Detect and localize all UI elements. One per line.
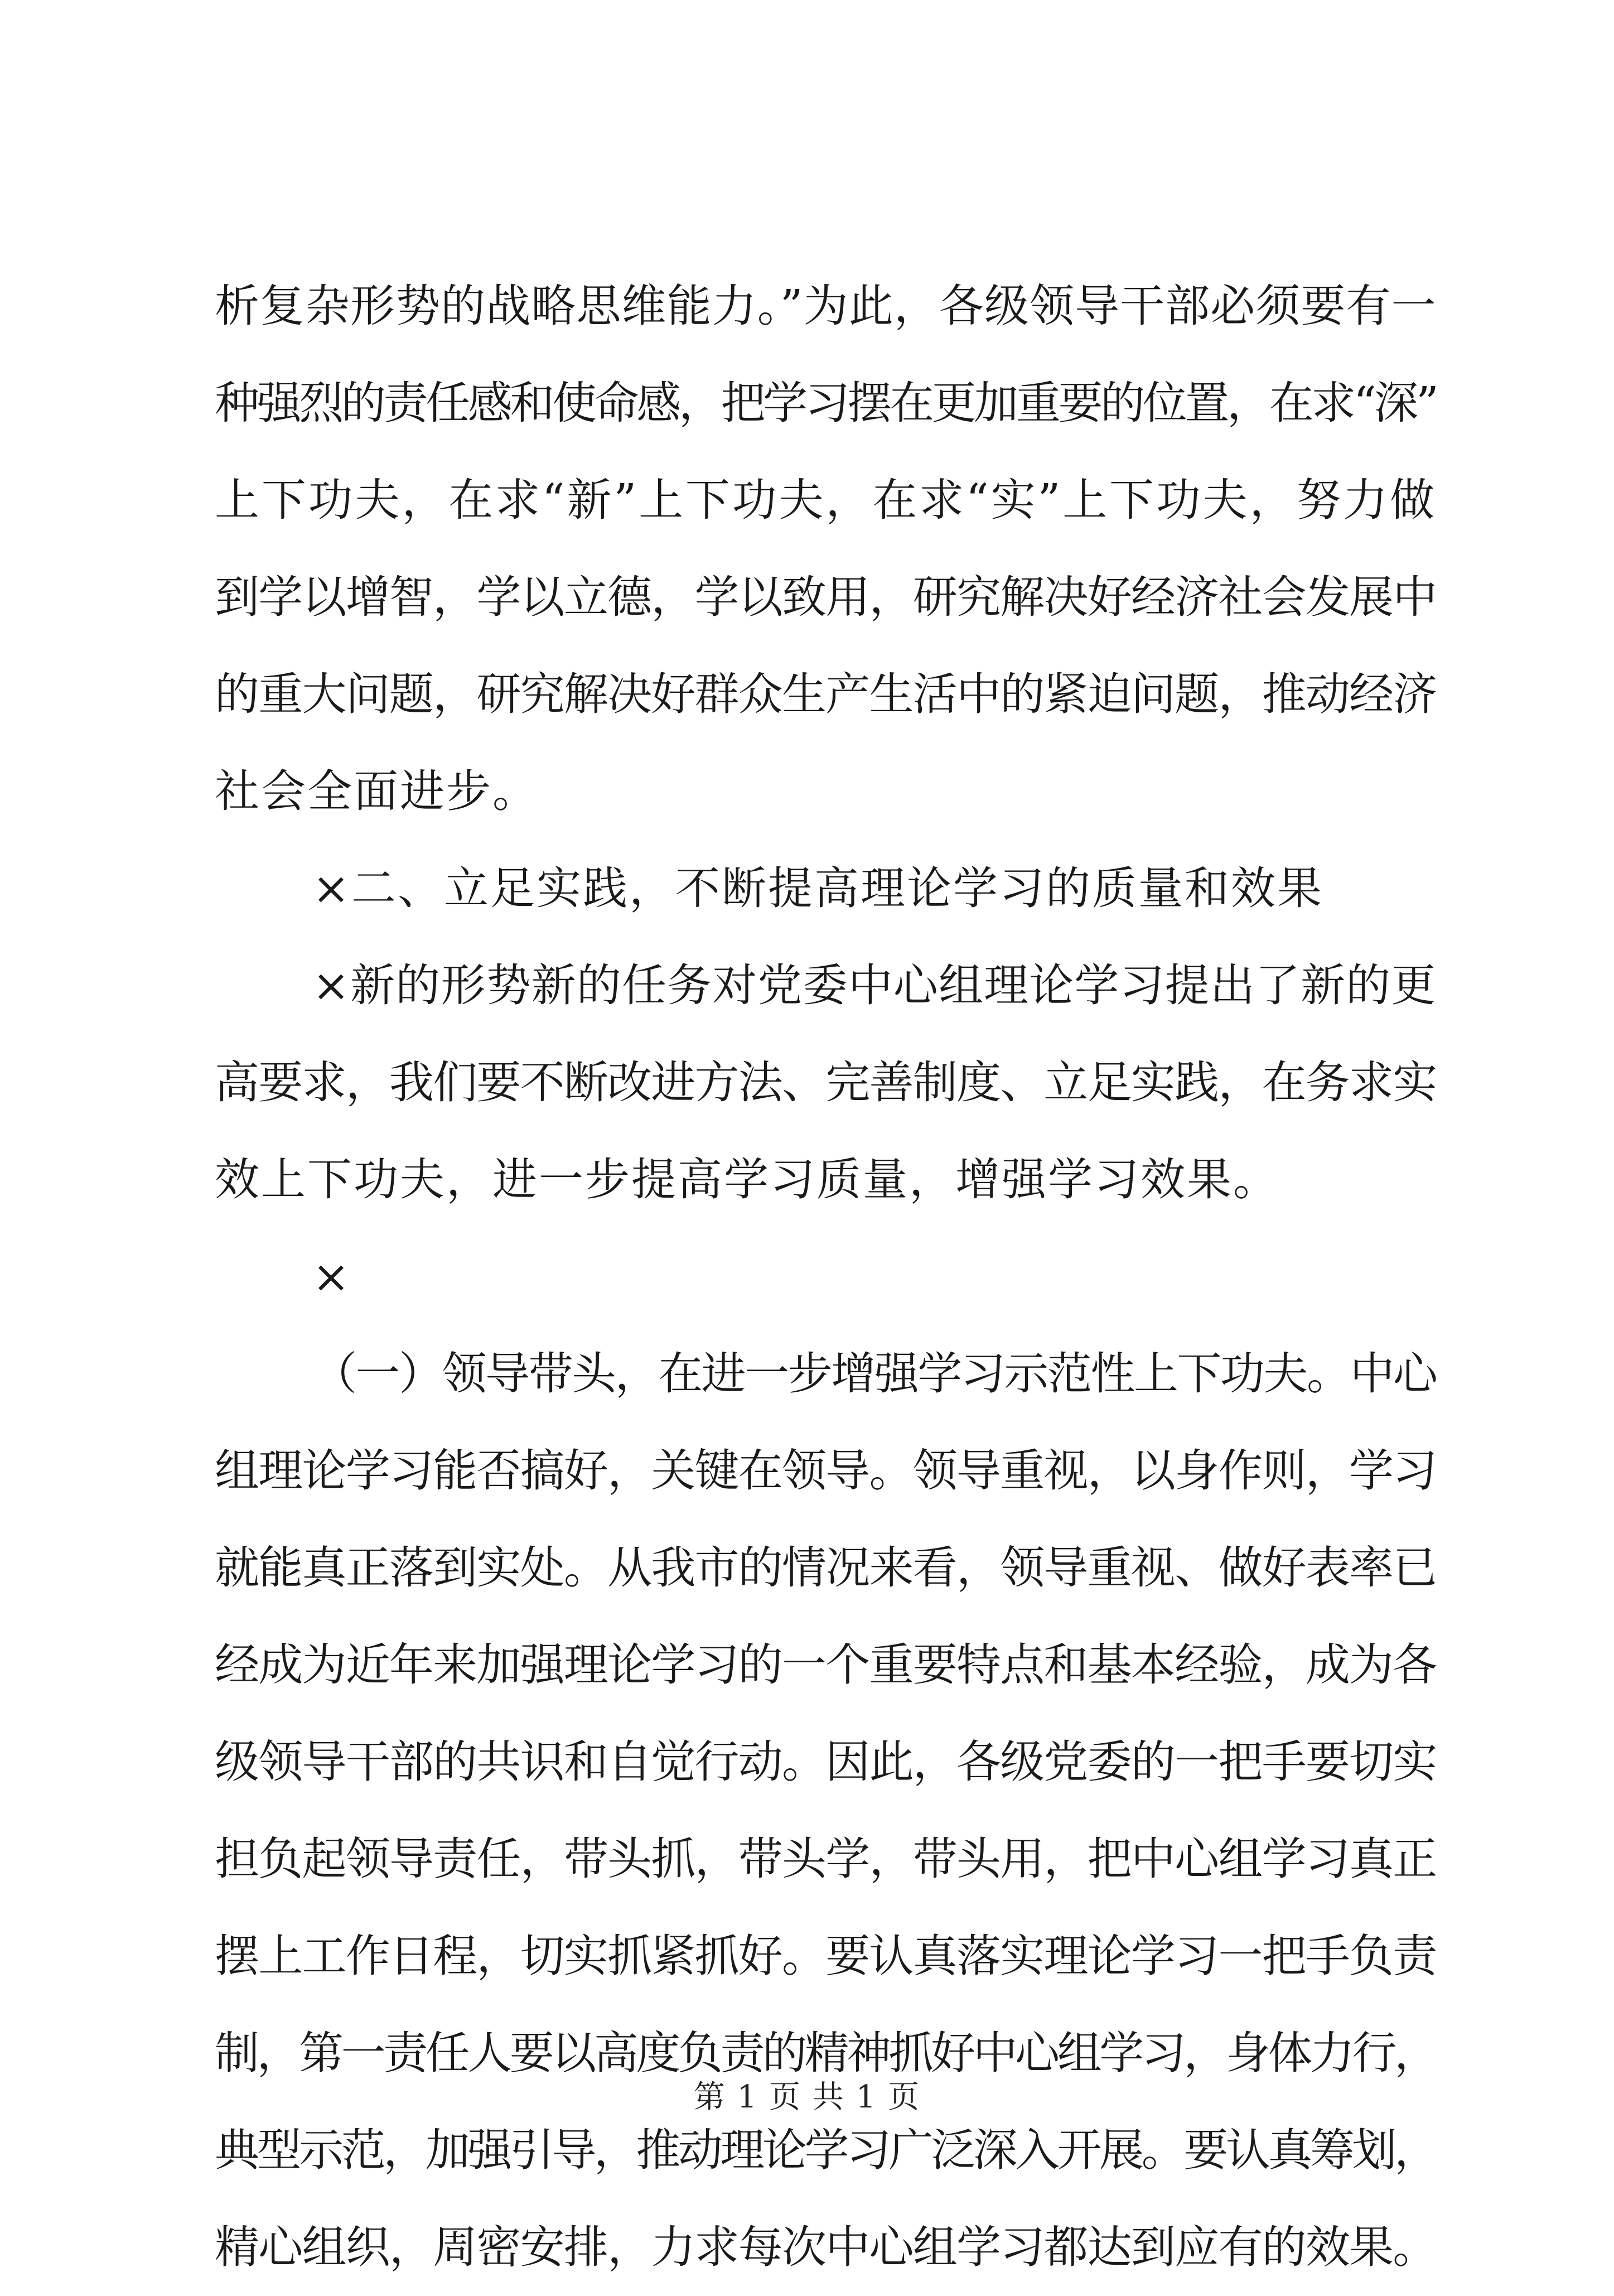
text-line: ×新的形势新的任务对党委中心组理论学习提出了新的更 bbox=[312, 959, 1436, 1011]
page-number-label: 第 1 页 共 1 页 bbox=[693, 2079, 921, 2115]
page-footer bbox=[0, 2075, 1614, 2120]
document-body bbox=[215, 258, 1436, 2296]
text-line: 效上下功夫，进一步提高学习质量，增强学习效果。 bbox=[215, 1154, 1279, 1205]
text-line: 精心组织，周密安排，力求每次中心组学习都达到应有的效果。 bbox=[215, 2221, 1436, 2273]
text-line: 就能真正落到实处。从我市的情况来看，领导重视、做好表率已 bbox=[215, 1542, 1436, 1594]
section-heading: ×二、立足实践，不断提高理论学习的质量和效果 bbox=[312, 862, 1324, 914]
text-line: 担负起领导责任，带头抓，带头学，带头用，把中心组学习真正 bbox=[215, 1833, 1436, 1885]
text-line: 种强烈的责任感和使命感，把学习摆在更加重要的位置，在求“深” bbox=[215, 377, 1436, 429]
text-line: 的重大问题，研究解决好群众生产生活中的紧迫问题，推动经济 bbox=[215, 668, 1436, 720]
text-line: 典型示范，加强引导，推动理论学习广泛深入开展。要认真筹划， bbox=[215, 2124, 1436, 2176]
text-line: 制，第一责任人要以高度负责的精神抓好中心组学习，身体力行， bbox=[215, 2027, 1436, 2079]
text-line: 上下功夫，在求“新”上下功夫，在求“实”上下功夫，努力做 bbox=[215, 474, 1436, 526]
text-line: 到学以增智，学以立德，学以致用，研究解决好经济社会发展中 bbox=[215, 571, 1436, 623]
text-line: 社会全面进步。 bbox=[215, 765, 539, 817]
text-line: 析复杂形势的战略思维能力。”为此，各级领导干部必须要有一 bbox=[215, 280, 1436, 332]
text-line: 级领导干部的共识和自觉行动。因此，各级党委的一把手要切实 bbox=[215, 1736, 1436, 1788]
text-line: 组理论学习能否搞好，关键在领导。领导重视，以身作则，学习 bbox=[215, 1445, 1436, 1497]
text-line: × bbox=[312, 1251, 352, 1303]
text-line: 经成为近年来加强理论学习的一个重要特点和基本经验，成为各 bbox=[215, 1639, 1436, 1691]
text-line: 高要求，我们要不断改进方法、完善制度、立足实践，在务求实 bbox=[215, 1057, 1436, 1108]
text-line: 摆上工作日程，切实抓紧抓好。要认真落实理论学习一把手负责 bbox=[215, 1930, 1436, 1982]
subsection-heading: （一）领导带头，在进一步增强学习示范性上下功夫。中心 bbox=[312, 1348, 1436, 1400]
